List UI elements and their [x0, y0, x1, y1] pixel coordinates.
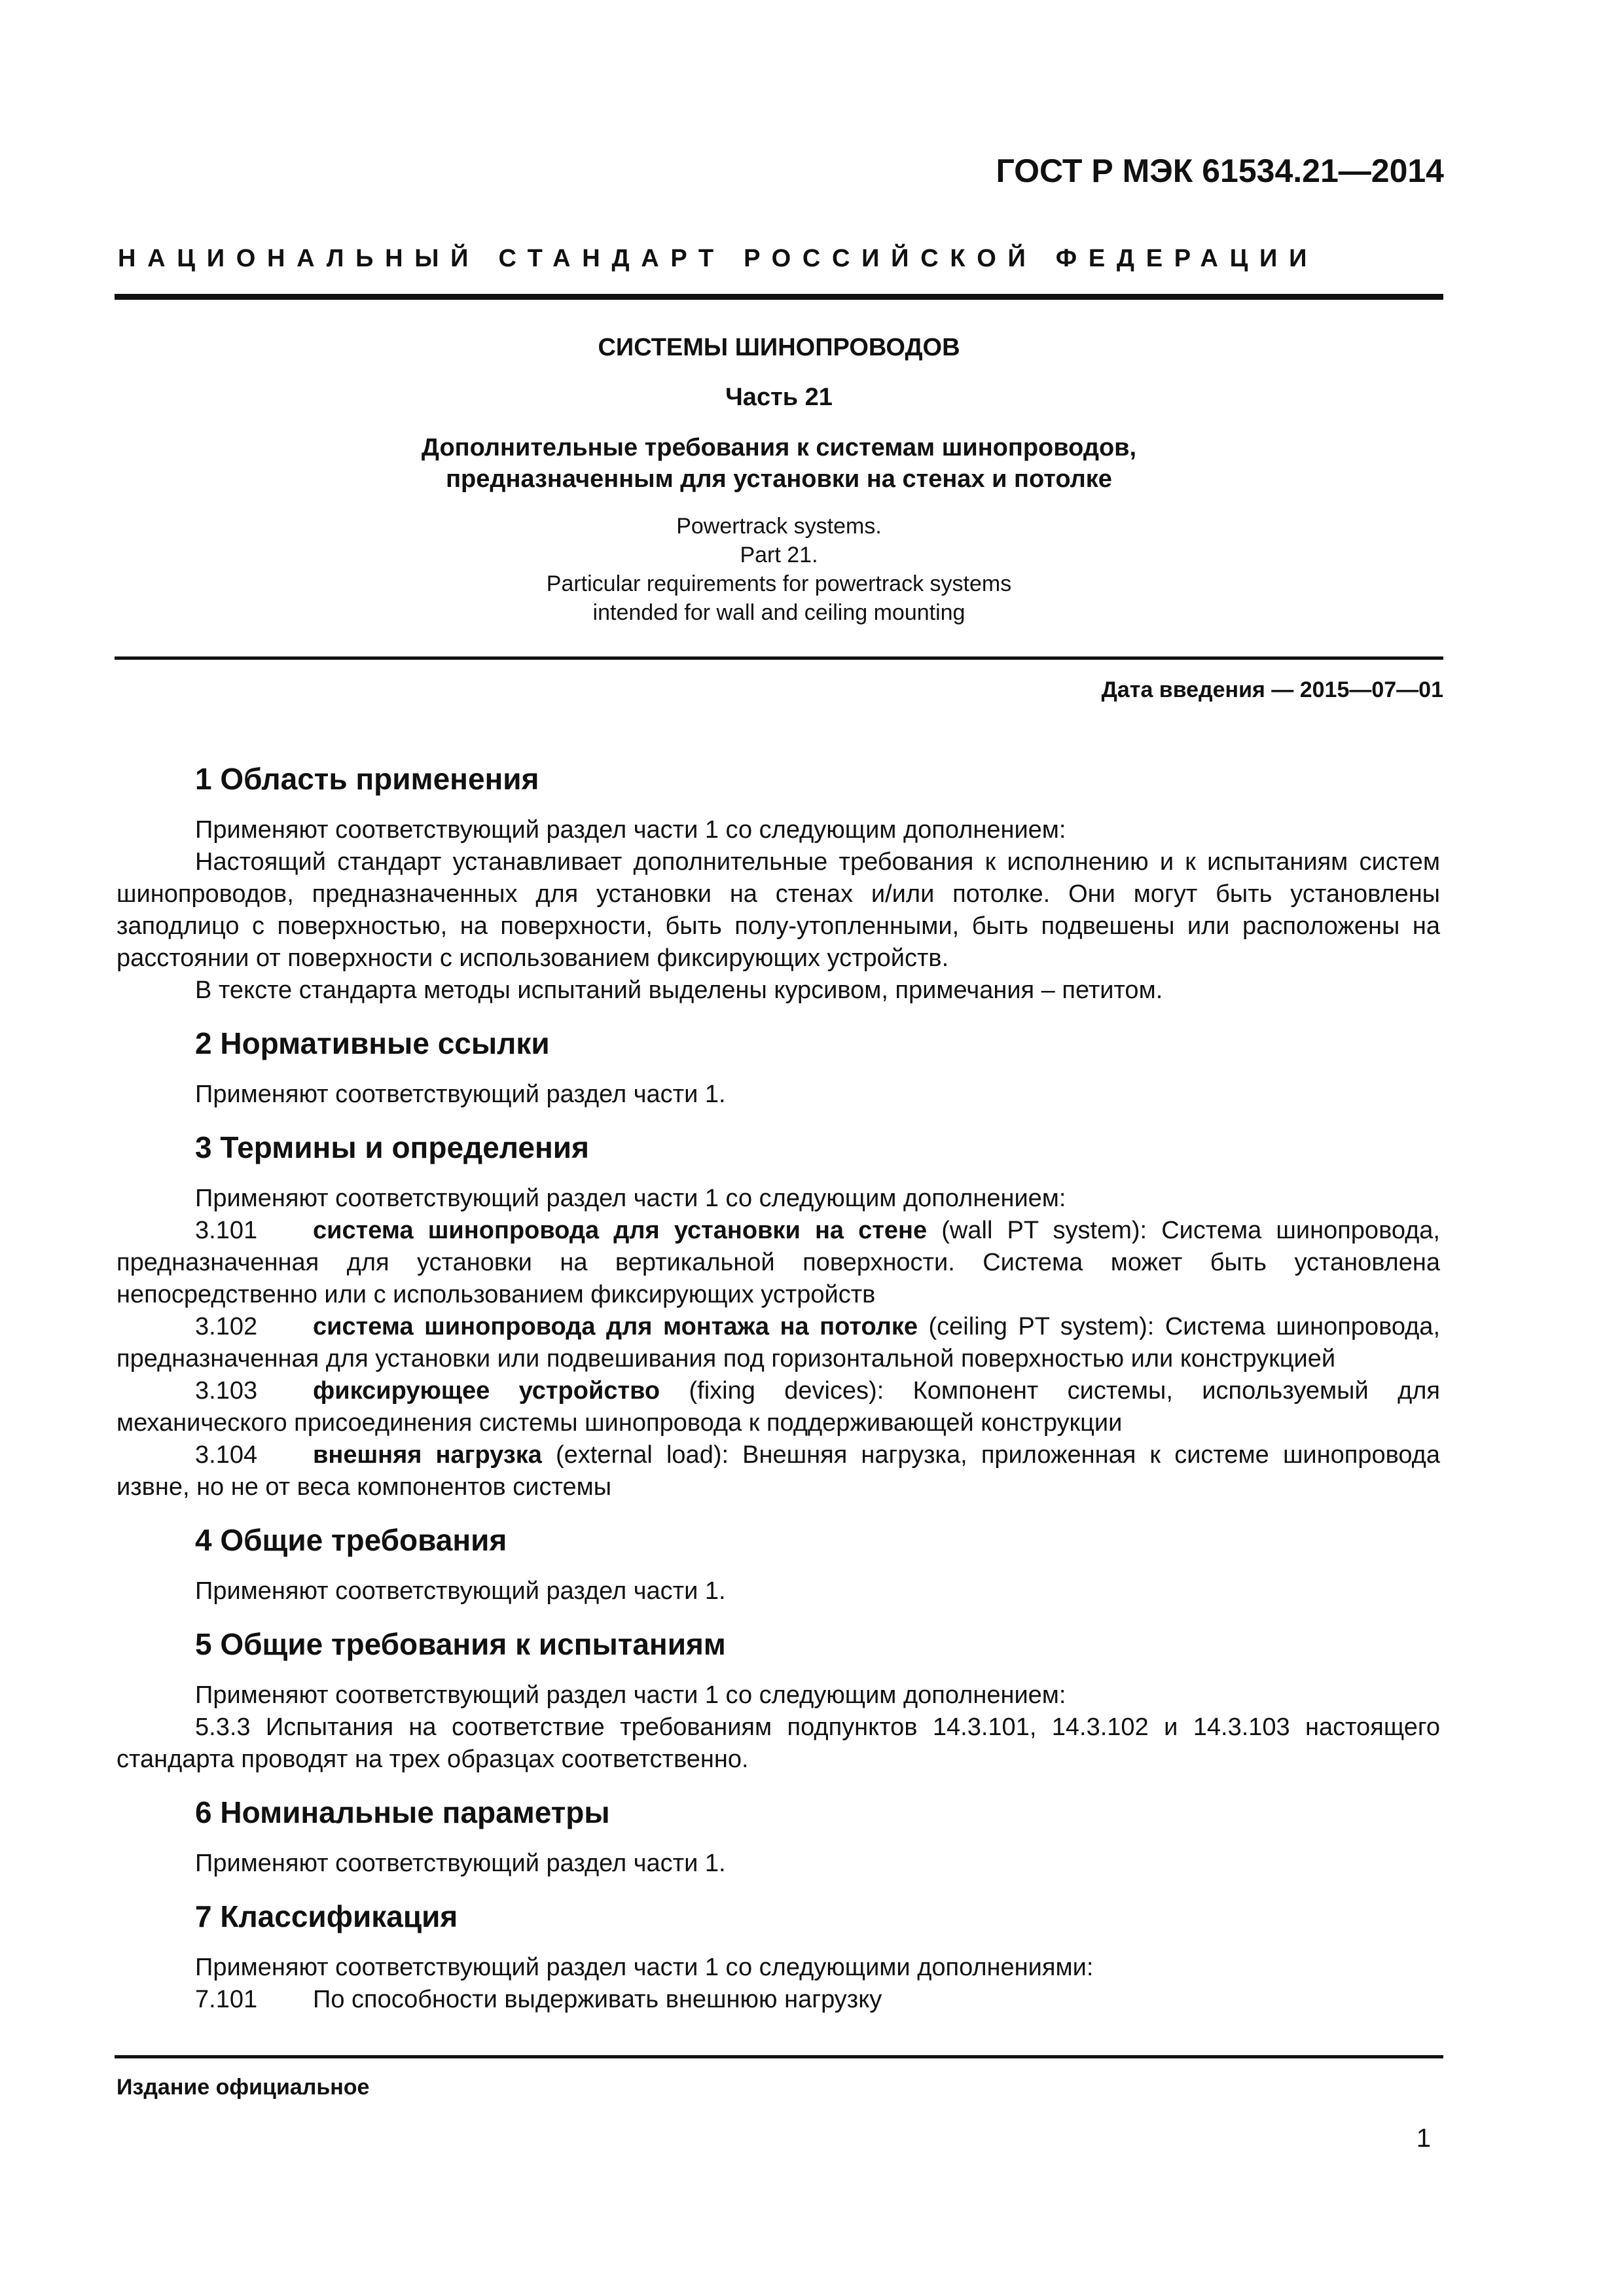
section-6 [117, 1793, 1440, 1880]
term-text: (external load): Внешняя нагрузка, приложенная к системе шинопровода извне, но не от веса компонентов системы [117, 1441, 1440, 1501]
section-2 [117, 1024, 1440, 1111]
term-name: система шинопровода для монтажа на потолке [313, 1313, 918, 1340]
title-english [115, 512, 1443, 627]
title-english-line4: intended for wall and ceiling mounting [592, 600, 965, 625]
section-heading: 2 Нормативные ссылки [195, 1026, 550, 1060]
section-heading: 7 Классификация [195, 1899, 458, 1933]
title-divider [115, 656, 1443, 660]
introduction-date: Дата введения — 2015—07—01 [1101, 677, 1443, 702]
paragraph: Применяют соответствующий раздел части 1. [195, 1081, 726, 1108]
national-standard-label: НАЦИОНАЛЬНЫЙ СТАНДАРТ РОССИЙСКОЙ ФЕДЕРАЦИИ [118, 245, 1319, 272]
paragraph: Применяют соответствующий раздел части 1. [195, 1850, 726, 1877]
document-body [117, 759, 1440, 2033]
term-number: 3.102 [195, 1313, 258, 1340]
section-heading: 6 Номинальные параметры [195, 1795, 610, 1829]
title-main: СИСТЕМЫ ШИНОПРОВОДОВ [598, 334, 960, 361]
title-english-line3: Particular requirements for powertrack systems [546, 571, 1012, 596]
paragraph: Применяют соответствующий раздел части 1 со следующими дополнениями: [195, 1954, 1094, 1981]
bottom-divider [115, 2055, 1443, 2058]
item-number: 7.101 [195, 1986, 258, 2013]
paragraph: 5.3.3 Испытания на соответствие требованиям подпунктов 14.3.101, 14.3.102 и 14.3.103 настоящего стандарта проводят на трех образцах соответственно. [117, 1713, 1440, 1773]
term-name: внешняя нагрузка [313, 1441, 542, 1469]
paragraph: Применяют соответствующий раздел части 1 со следующим дополнением: [195, 1681, 1066, 1709]
top-divider [115, 294, 1443, 300]
classification-item [117, 1984, 1440, 2016]
page-number: 1 [1416, 2124, 1431, 2153]
paragraph: Применяют соответствующий раздел части 1 со следующим дополнением: [195, 1185, 1066, 1212]
official-edition-label: Издание официальное [117, 2075, 370, 2100]
item-text: По способности выдерживать внешнюю нагрузку [313, 1986, 882, 2013]
title-subtitle [115, 432, 1443, 495]
section-3 [117, 1128, 1440, 1503]
title-english-line2: Part 21. [740, 543, 818, 567]
title-english-line1: Powertrack systems. [676, 514, 882, 539]
paragraph: Применяют соответствующий раздел части 1. [195, 1577, 726, 1605]
term-text: (ceiling PT system): Система шинопровода, предназначенная для установки или подвешивания под горизонтальной поверхностью или конструкцией [117, 1313, 1440, 1372]
section-4 [117, 1520, 1440, 1607]
term-definition [117, 1215, 1440, 1311]
term-name: система шинопровода для установки на стене [313, 1217, 928, 1244]
document-code: ГОСТ Р МЭК 61534.21—2014 [996, 152, 1444, 189]
term-text: (fixing devices): Компонент системы, используемый для механического присоединения системы шинопровода к поддерживающей конструкции [117, 1377, 1440, 1437]
term-name: фиксирующее устройство [313, 1377, 660, 1405]
term-definition [117, 1311, 1440, 1375]
section-heading: 1 Область применения [195, 762, 539, 796]
term-definition [117, 1375, 1440, 1439]
paragraph: В тексте стандарта методы испытаний выделены курсивом, примечания – петитом. [195, 977, 1163, 1004]
title-subtitle-line2: предназначенным для установки на стенах и потолке [446, 465, 1112, 493]
section-heading: 3 Термины и определения [195, 1130, 589, 1164]
section-heading: 5 Общие требования к испытаниям [195, 1627, 726, 1661]
section-heading: 4 Общие требования [195, 1523, 507, 1557]
paragraph: Настоящий стандарт устанавливает дополнительные требования к исполнению и к испытаниям систем шинопроводов, предназначенных для установки на стенах и/или потолке. Они могут быть установлены заподлицо с поверхностью, на поверхности, быть полу-утопленными, быть подвешены или расположены на расстоянии от поверхности с использованием фиксирующих устройств. [117, 848, 1440, 972]
paragraph: Применяют соответствующий раздел части 1 со следующим дополнением: [195, 816, 1066, 844]
term-number: 3.103 [195, 1377, 258, 1405]
term-definition [117, 1439, 1440, 1503]
section-5 [117, 1624, 1440, 1776]
section-1 [117, 759, 1440, 1007]
term-text: (wall PT system): Система шинопровода, предназначенная для установки на вертикальной поверхности. Система может быть установлена непосредственно или с использованием фиксирующих устройств [117, 1217, 1440, 1308]
title-part: Часть 21 [725, 384, 833, 411]
term-number: 3.104 [195, 1441, 258, 1469]
title-subtitle-line1: Дополнительные требования к системам шинопроводов, [421, 434, 1137, 461]
section-7 [117, 1897, 1440, 2016]
term-number: 3.101 [195, 1217, 258, 1244]
